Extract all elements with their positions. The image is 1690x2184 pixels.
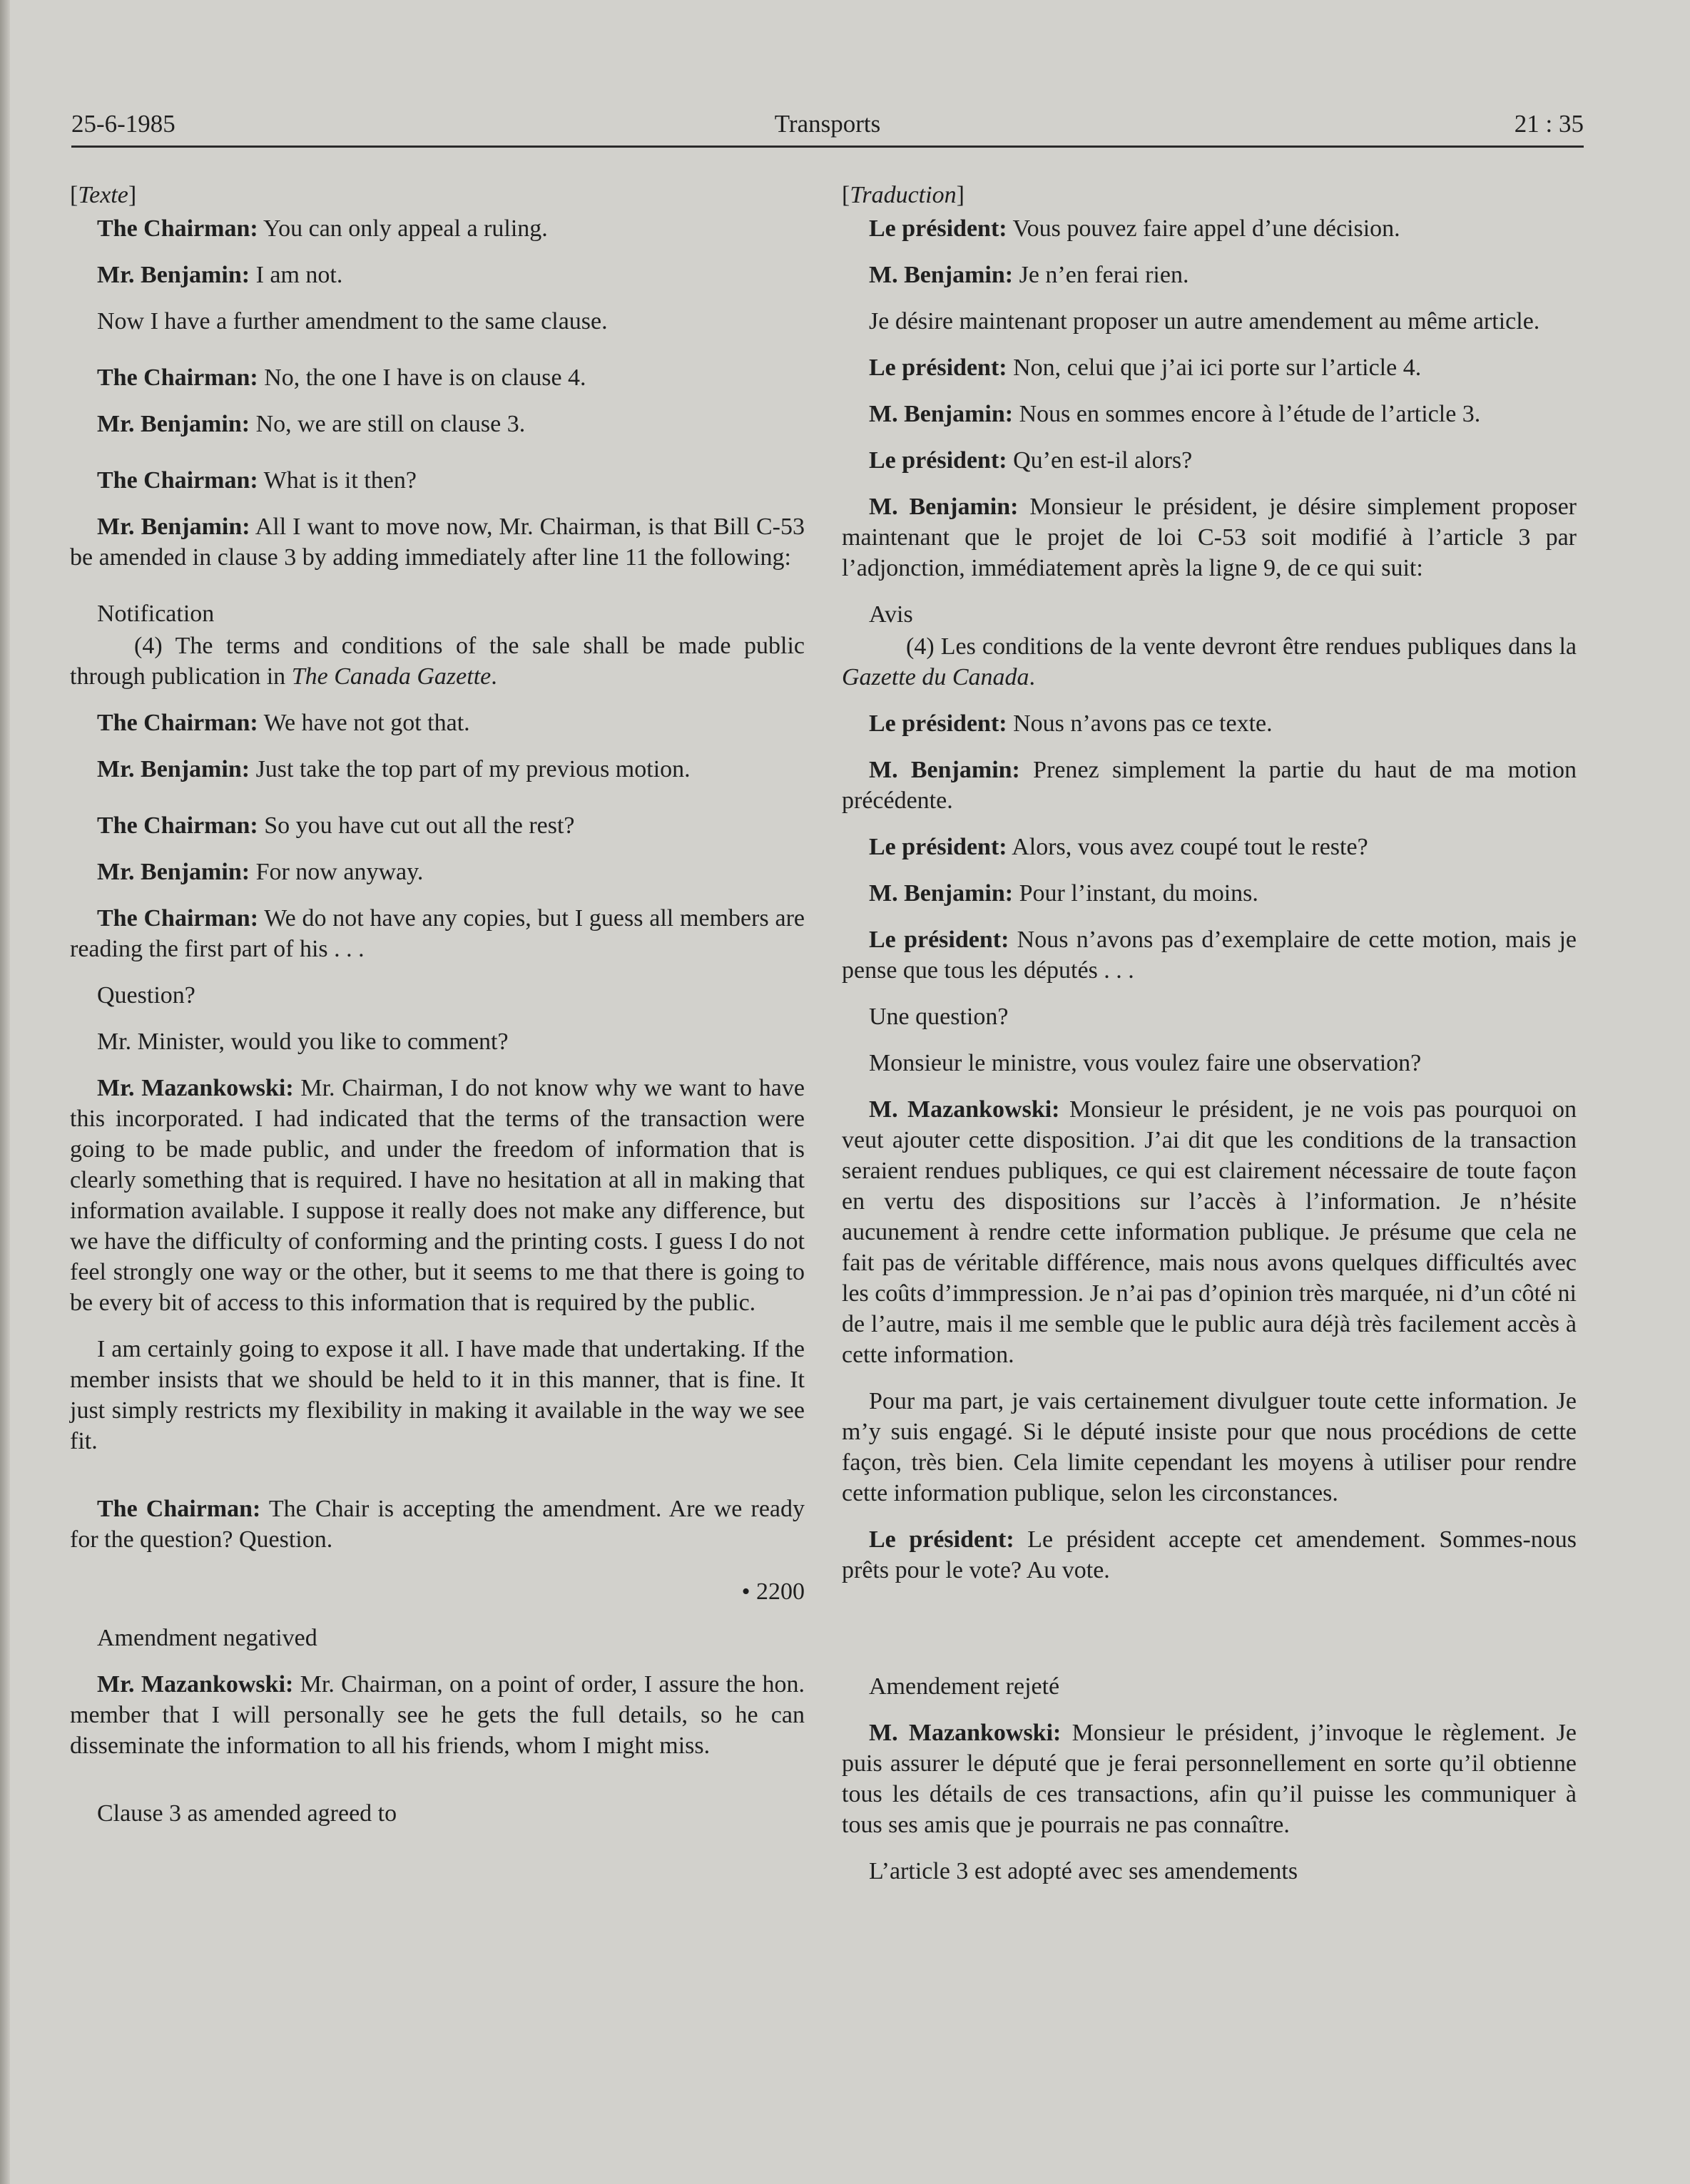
statement: Question? (97, 982, 195, 1009)
statement: Mr. Benjamin: All I want to move now, Mr. Chairman, is that Bill C-53 be amended in clause 3 by adding immediately after line 11 the following: (70, 514, 805, 571)
speaker: Le président: (869, 447, 1007, 474)
procedural-note: Amendement rejeté (869, 1673, 1060, 1700)
motion-text: (4) Les conditions de la vente devront être rendues publiques dans la Gazette du Canada. (842, 633, 1577, 690)
statement: Le président: Alors, vous avez coupé tout le reste? (869, 834, 1368, 860)
speaker: Le président: (869, 834, 1007, 860)
statement: Le président: Nous n’avons pas d’exemplaire de cette motion, mais je pense que tous les députés . . . (842, 927, 1577, 984)
statement: Je désire maintenant proposer un autre amendement au même article. (869, 308, 1540, 335)
speaker: The Chairman: (97, 710, 258, 736)
procedural-note: Clause 3 as amended agreed to (97, 1800, 397, 1827)
speaker: M. Benjamin: (869, 262, 1014, 288)
speaker: The Chairman: (97, 905, 259, 932)
statement: Mr. Mazankowski: Mr. Chairman, I do not know why we want to have this incorporated. I had indicated that the terms of the transaction were going to be made public, and under the freedom of information that is clearly something that is required. I have no hesitation at all in making that information available. I suppose it really does not make any difference, but we have the difficulty of conforming and the printing costs. I guess I do not feel strongly one way or the other, but it seems to me that there is going to be every bit of access to this information that is required by the public. (70, 1075, 805, 1316)
header-title: Transports (774, 110, 881, 138)
header-date: 25-6-1985 (71, 110, 175, 138)
speaker: M. Benjamin: (869, 757, 1020, 783)
statement: M. Mazankowski: Monsieur le président, je ne vois pas pourquoi on veut ajouter cette disposition. J’ai dit que les conditions de la transaction seraient rendues publiques, ce qui est clairement nécessaire de toute façon en vertu des dispositions sur l’accès à l’information. Je n’hésite aucunement à rendre cette information publique. Je présume que cela ne fait pas de véritable différence, mais nous avons quelques difficultés avec les coûts d’immpression. Je n’ai pas d’opinion très marquée, ni d’un côté ni de l’autre, mais il me semble que le public aura déjà très facilement accès à cette information. (842, 1096, 1577, 1368)
section-heading: Notification (97, 601, 215, 627)
header-page-number: 21 : 35 (1514, 110, 1584, 138)
statement: M. Benjamin: Je n’en ferai rien. (869, 262, 1189, 288)
speaker: Mr. Benjamin: (97, 262, 250, 288)
statement: M. Benjamin: Pour l’instant, du moins. (869, 880, 1258, 907)
french-column (842, 180, 1577, 1902)
speaker: Mr. Benjamin: (97, 411, 250, 437)
binding-edge (0, 0, 10, 2184)
speaker: M. Mazankowski: (869, 1096, 1060, 1123)
statement: The Chairman: We have not got that. (97, 710, 470, 736)
statement: The Chairman: No, the one I have is on clause 4. (97, 364, 586, 391)
statement: Le président: Le président accepte cet amendement. Sommes-nous prêts pour le vote? Au vote. (842, 1526, 1577, 1583)
procedural-note: Amendment negatived (97, 1625, 317, 1651)
speaker: Mr. Benjamin: (97, 514, 250, 540)
speaker: M. Mazankowski: (869, 1720, 1062, 1746)
speaker: Le président: (869, 927, 1009, 953)
statement: The Chairman: What is it then? (97, 467, 417, 494)
statement: The Chairman: The Chair is accepting the amendment. Are we ready for the question? Question. (70, 1496, 805, 1553)
speaker: The Chairman: (97, 364, 258, 391)
section-heading: Avis (869, 601, 913, 628)
statement: M. Benjamin: Prenez simplement la partie du haut de ma motion précédente. (842, 757, 1577, 814)
time-marker: • 2200 (741, 1578, 805, 1605)
statement: Mr. Benjamin: Just take the top part of my previous motion. (97, 756, 691, 782)
speaker: Mr. Benjamin: (97, 756, 250, 782)
statement: Une question? (869, 1004, 1009, 1030)
speaker: The Chairman: (97, 215, 258, 242)
statement: Pour ma part, je vais certainement divulguer toute cette information. Je m’y suis engagé. Si le député insiste pour que nous procédions de cette façon, très bien. Cela limite cependant les moyens à utiliser pour rendre cette information publique, selon les circonstances. (842, 1388, 1577, 1506)
speaker: The Chairman: (97, 1496, 261, 1522)
speaker: Mr. Mazankowski: (97, 1075, 294, 1101)
statement: Now I have a further amendment to the same clause. (97, 308, 608, 335)
statement: Le président: Nous n’avons pas ce texte. (869, 710, 1273, 737)
statement: Mr. Minister, would you like to comment? (97, 1029, 509, 1055)
language-tag: [Texte] (70, 182, 137, 208)
statement: M. Benjamin: Nous en sommes encore à l’étude de l’article 3. (869, 401, 1481, 427)
speaker: The Chairman: (97, 467, 258, 494)
procedural-note: L’article 3 est adopté avec ses amendements (869, 1858, 1298, 1884)
statement: The Chairman: So you have cut out all the rest? (97, 812, 575, 839)
speaker: Mr. Benjamin: (97, 859, 250, 885)
speaker: The Chairman: (97, 812, 258, 839)
statement: Mr. Mazankowski: Mr. Chairman, on a point of order, I assure the hon. member that I will personally see he gets the full details, so he can disseminate the information to all his friends, whom I might miss. (70, 1671, 805, 1759)
statement: M. Benjamin: Monsieur le président, je désire simplement proposer maintenant que le projet de loi C-53 soit modifié à l’article 3 par l’adjonction, immédiatement après la ligne 9, de ce qui suit: (842, 494, 1577, 581)
statement: Monsieur le ministre, vous voulez faire une observation? (869, 1050, 1422, 1076)
speaker: M. Benjamin: (869, 494, 1019, 520)
speaker: Mr. Mazankowski: (97, 1671, 294, 1698)
statement: Le président: Vous pouvez faire appel d’une décision. (869, 215, 1400, 242)
statement: The Chairman: You can only appeal a ruling. (97, 215, 548, 242)
statement: I am certainly going to expose it all. I have made that undertaking. If the member insists that we should be held to it in this manner, that is fine. It just simply restricts my flexibility in making it available in the way we see fit. (70, 1336, 805, 1454)
statement: M. Mazankowski: Monsieur le président, j’invoque le règlement. Je puis assurer le député que je ferai personnellement en sorte qu’il obtienne tous les détails de ces transactions, afin qu’il puisse les communiquer à tous ses amis que je pourrais ne pas connaître. (842, 1720, 1577, 1838)
speaker: Le président: (869, 215, 1007, 242)
statement: Le président: Non, celui que j’ai ici porte sur l’article 4. (869, 354, 1422, 381)
statement: Mr. Benjamin: I am not. (97, 262, 343, 288)
page-header (71, 107, 1584, 148)
speaker: Le président: (869, 354, 1007, 381)
english-column (70, 180, 805, 1844)
speaker: Le président: (869, 1526, 1014, 1553)
speaker: M. Benjamin: (869, 401, 1014, 427)
speaker: Le président: (869, 710, 1007, 737)
statement: Mr. Benjamin: For now anyway. (97, 859, 424, 885)
language-tag: [Traduction] (842, 182, 964, 208)
speaker: M. Benjamin: (869, 880, 1014, 907)
statement: Le président: Qu’en est-il alors? (869, 447, 1193, 474)
statement: Mr. Benjamin: No, we are still on clause 3. (97, 411, 526, 437)
motion-text: (4) The terms and conditions of the sale shall be made public through publication in The Canada Gazette. (70, 633, 805, 690)
statement: The Chairman: We do not have any copies, but I guess all members are reading the first part of his . . . (70, 905, 805, 962)
